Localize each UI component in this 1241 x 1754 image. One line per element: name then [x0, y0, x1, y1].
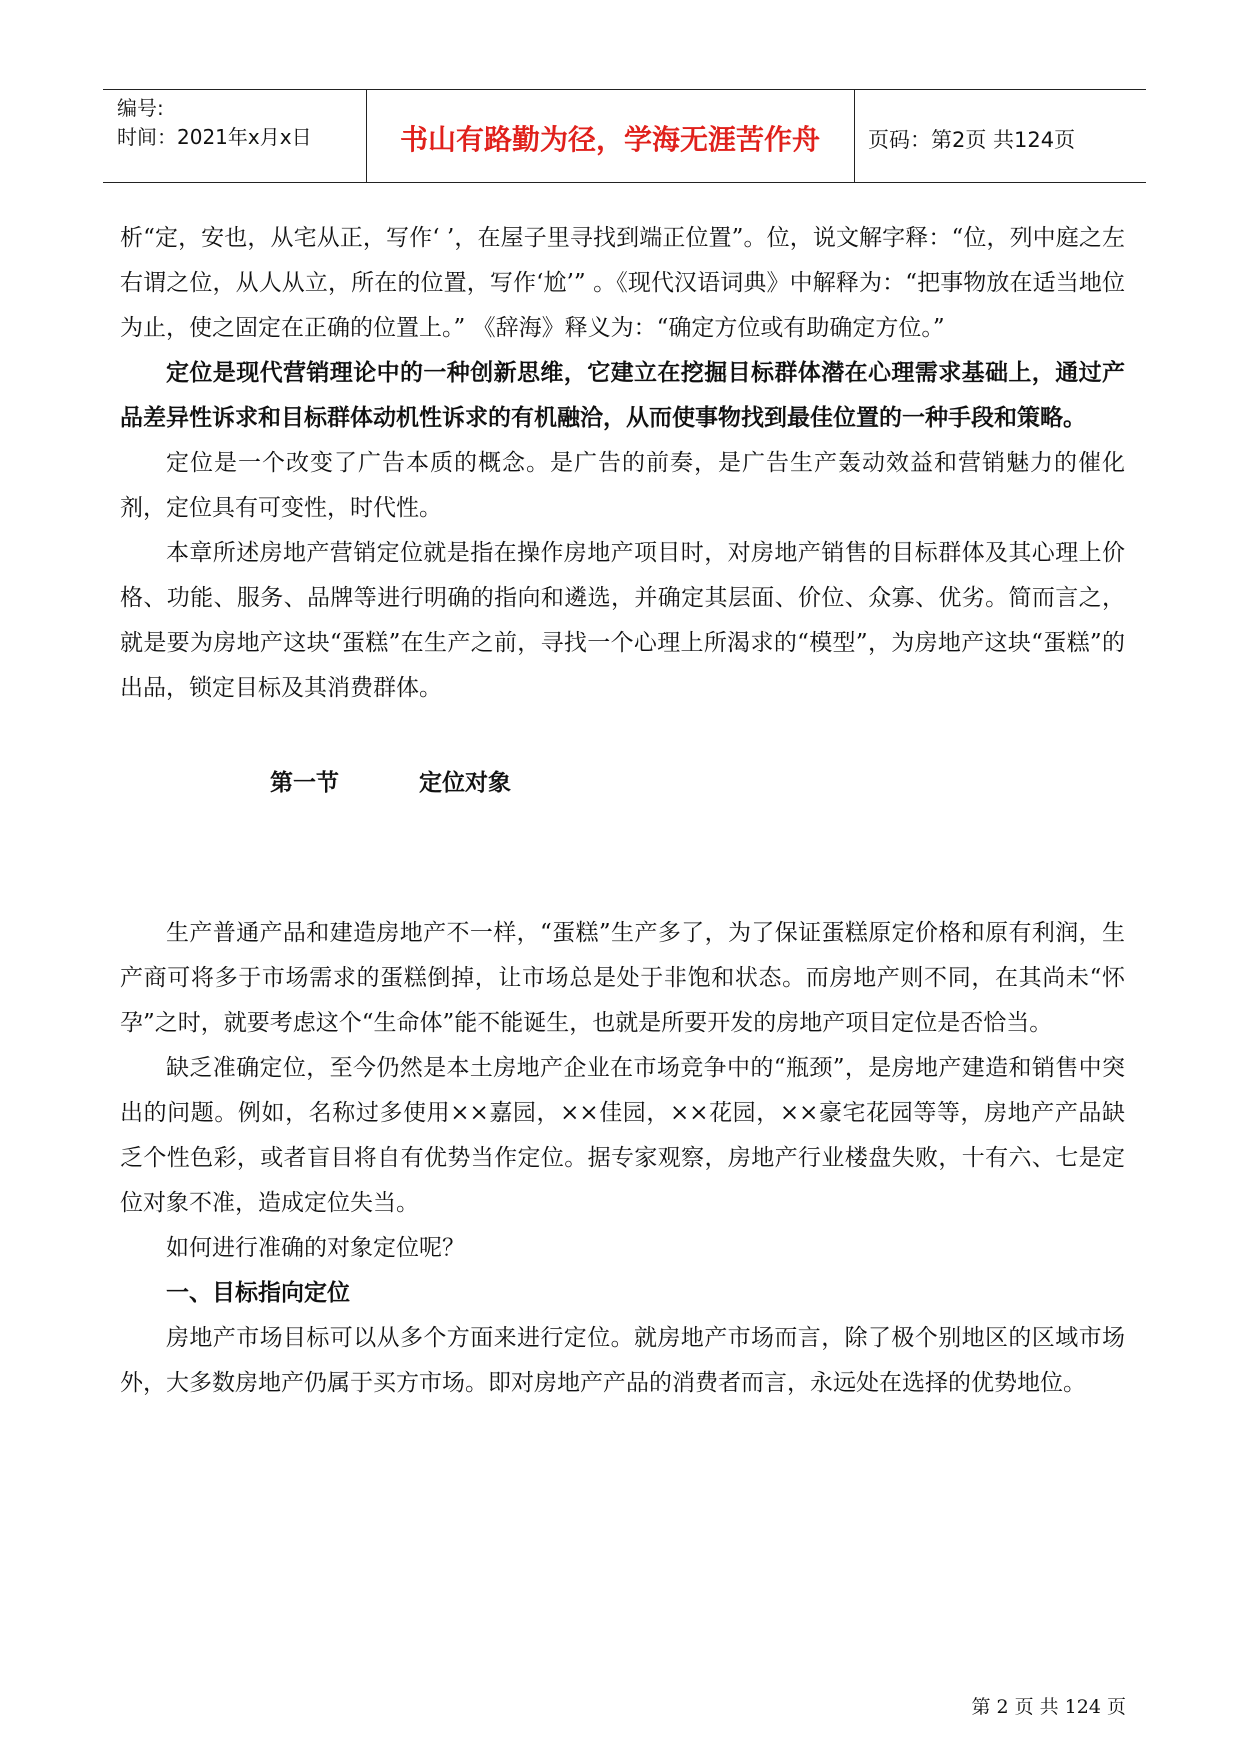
paragraph-real-estate-positioning: 本章所述房地产营销定位就是指在操作房地产项目时，对房地产销售的目标群体及其心理上价格、功能、服务、品牌等进行明确的指向和遴选，并确定其层面、价位、众寡、优劣。简而言之，就是要为房地产这块“蛋糕”在生产之前，寻找一个心理上所渴求的“模型”，为房地产这块“蛋糕”的出品，锁定目标及其消费群体。 — [120, 540, 1125, 701]
document-time-label: 时间：2021年x月x日 — [117, 125, 312, 149]
document-body — [120, 216, 1125, 1406]
paragraph-question: 如何进行准确的对象定位呢？ — [166, 1235, 465, 1261]
page-footer: 第 2 页 共 124 页 — [971, 1696, 1126, 1718]
header-motto-cell — [366, 90, 855, 182]
section-title: 定位对象 — [419, 770, 511, 796]
paragraph-cake-analogy: 生产普通产品和建造房地产不一样，“蛋糕”生产多了，为了保证蛋糕原定价格和原有利润，生产商可将多于市场需求的蛋糕倒掉，让市场总是处于非饱和状态。而房地产则不同，在其尚未“怀孕”之时，就要考虑这个“生命体”能不能诞生，也就是所要开发的房地产项目定位是否恰当。 — [120, 920, 1125, 1036]
subheading-target-positioning: 一、目标指向定位 — [166, 1280, 350, 1306]
paragraph-positioning-concept: 定位是现代营销理论中的一种创新思维，它建立在挖掘目标群体潜在心理需求基础上，通过产品差异性诉求和目标群体动机性诉求的有机融洽，从而使事物找到最佳位置的一种手段和策略。 — [120, 360, 1125, 431]
document-number-label: 编号: — [117, 96, 164, 120]
header-info-cell — [103, 90, 367, 182]
header-page-info: 页码：第2页 共124页 — [868, 128, 1076, 152]
paragraph-buyers-market: 房地产市场目标可以从多个方面来进行定位。就房地产市场而言，除了极个别地区的区域市场外，大多数房地产仍属于买方市场。即对房地产产品的消费者而言，永远处在选择的优势地位。 — [120, 1325, 1125, 1396]
section-number: 第一节 — [270, 770, 339, 796]
header-page-cell — [854, 90, 1146, 182]
paragraph-bottleneck: 缺乏准确定位，至今仍然是本土房地产企业在市场竞争中的“瓶颈”，是房地产建造和销售中突出的问题。例如，名称过多使用××嘉园，××佳园，××花园，××豪宅花园等等，房地产产品缺乏个性色彩，或者盲目将自有优势当作定位。据专家观察，房地产行业楼盘失败，十有六、七是定位对象不准，造成定位失当。 — [120, 1055, 1125, 1216]
paragraph-definition: 析“定，安也，从宅从正，写作‘ ’，在屋子里寻找到端正位置”。位，说文解字释：“位，列中庭之左右谓之位，从人从立，所在的位置，写作‘尬’” 。《现代汉语词典》中解释为：“把事物放在适当地位为止，使之固定在正确的位置上。” 《辞海》释义为：“确定方位或有助确定方位。” — [120, 225, 1125, 341]
page-header — [103, 89, 1146, 183]
section-heading — [120, 761, 1125, 806]
header-motto: 书山有路勤为径，学海无涯苦作舟 — [399, 123, 820, 156]
paragraph-advertising: 定位是一个改变了广告本质的概念。是广告的前奏，是广告生产轰动效益和营销魅力的催化剂，定位具有可变性，时代性。 — [120, 450, 1125, 521]
